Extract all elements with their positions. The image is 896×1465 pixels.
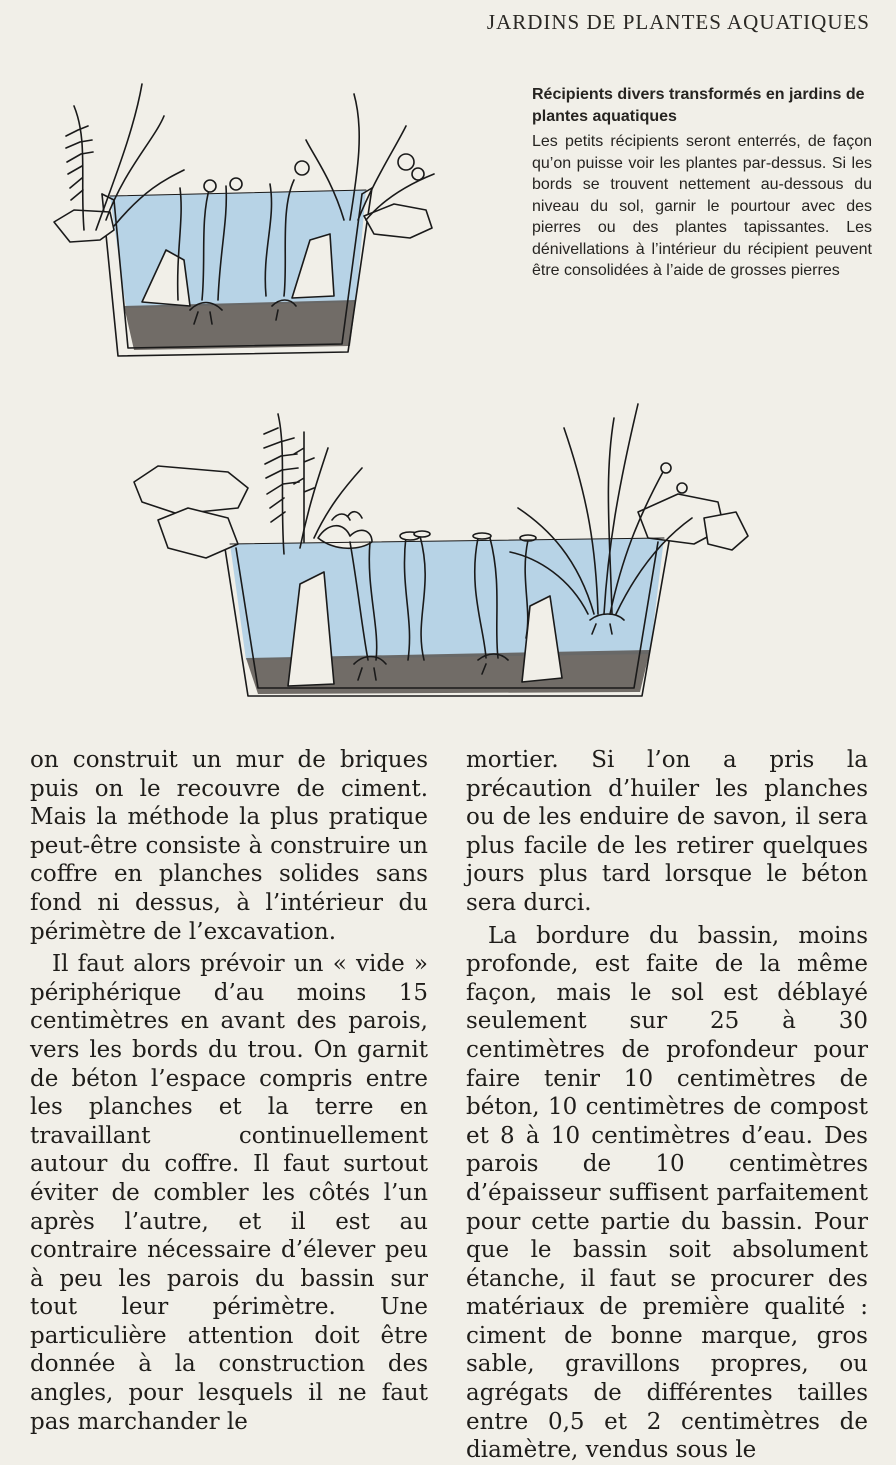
caption-title: Récipients divers transformés en jardins de plantes aquatiques — [532, 86, 865, 125]
rock-left-top — [134, 466, 248, 514]
rock-right — [364, 204, 432, 238]
figure-caption — [532, 84, 872, 282]
body-column-left — [30, 746, 428, 1436]
large-basin-illustration — [118, 388, 758, 708]
paragraph: Il faut alors prévoir un « vide » périphérique d’au moins 15 centimètres en avant des parois, vers les bords du trou. On garnit de béton l’espace compris entre les planches et la terre en travaillant continuellement autour du coffre. Il faut surtout éviter de combler les côtés l’un après l’autre, et il est au contraire nécessaire d’élever peu à peu les parois du bassin sur tout leur périmètre. Une particulière attention doit être donnée à la construction des angles, pour lesquels il ne faut pas marchander le — [30, 951, 428, 1435]
small-container-illustration — [14, 70, 444, 370]
paragraph: La bordure du bassin, moins profonde, est faite de la même façon, mais le sol est déblayé seulement sur 25 à 30 centimètres de profondeur pour faire tenir 10 centimètres de béton, 10 centimètres de compost et 8 à 10 centimètres d’eau. Des parois de 10 centimètres d’épaisseur suffisent parfaitement pour cette partie du bassin. Pour que le bassin soit absolument étanche, il faut se procurer des matériaux de première qualité : ciment de bonne marque, gros sable, gravillons propres, ou agrégats de différentes tailles entre 0,5 et 2 centimètres de diamètre, vendus sous le — [466, 922, 868, 1464]
caption-body: Les petits récipients seront enterrés, de façon qu’on puisse voir les plantes par-dessus. Si les bords se trouvent nettement au-dessous du niveau du sol, garnir le pourtour avec des pierres ou des plantes tapissantes. Les dénivellations à l’intérieur du récipient peuvent être consolidées à l’aide de grosses pierres — [532, 133, 872, 279]
rock-right-bottom — [704, 512, 748, 550]
body-column-right — [466, 746, 868, 1465]
paragraph: mortier. Si l’on a pris la précaution d’huiler les planches ou de les enduire de savon, il sera plus facile de les retirer quelques jours plus tard lorsque le béton sera durci. — [466, 747, 868, 916]
paragraph: on construit un mur de briques puis on le recouvre de ciment. Mais la méthode la plus pratique peut-être consiste à construire un coffre en planches solides sans fond ni dessus, à l’intérieur du périmètre de l’excavation. — [30, 747, 428, 945]
running-head: JARDINS DE PLANTES AQUATIQUES — [486, 10, 870, 34]
soil-layer — [124, 300, 356, 350]
